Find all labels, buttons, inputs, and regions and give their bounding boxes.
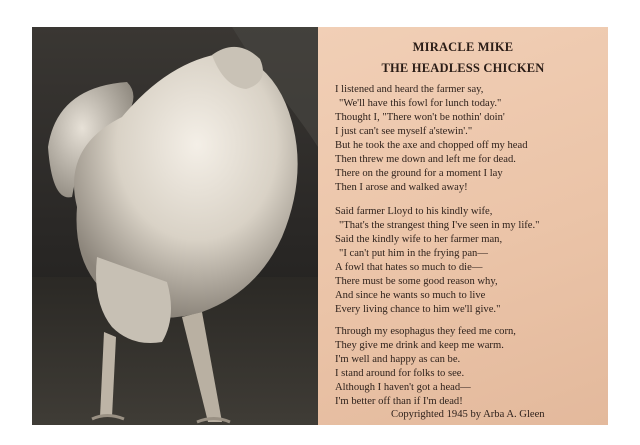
poem-line: There on the ground for a moment I lay xyxy=(335,168,503,179)
poem-line: Said farmer Lloyd to his kindly wife, xyxy=(335,206,493,217)
poem-line: "I can't put him in the frying pan— xyxy=(339,248,488,259)
poem-line: "We'll have this fowl for lunch today." xyxy=(339,98,502,109)
headless-chicken-image xyxy=(32,27,318,425)
poem-line: Although I haven't got a head— xyxy=(335,382,471,393)
poem-line: They give me drink and keep me warm. xyxy=(335,340,504,351)
poem-line: But he took the axe and chopped off my head xyxy=(335,140,528,151)
poem-line: Thought I, "There won't be nothin' doin' xyxy=(335,112,505,123)
poem-line: I listened and heard the farmer say, xyxy=(335,84,484,95)
poem-line: I stand around for folks to see. xyxy=(335,368,465,379)
poem-panel xyxy=(318,27,608,425)
poem-line: Through my esophagus they feed me corn, xyxy=(335,326,516,337)
poem-line: A fowl that hates so much to die— xyxy=(335,262,483,273)
poem-title: MIRACLE MIKE xyxy=(412,40,514,54)
copyright-notice: Copyrighted 1945 by Arba A. Gleen xyxy=(391,409,545,420)
poem-line: "That's the strangest thing I've seen in my life." xyxy=(339,220,540,231)
poem-line: There must be some good reason why, xyxy=(335,276,498,287)
poem-line: I'm better off than if I'm dead! xyxy=(335,396,463,407)
poem-line: Then I arose and walked away! xyxy=(335,182,468,193)
chicken-photo xyxy=(32,27,318,425)
poem-line: I just can't see myself a'stewin'." xyxy=(335,126,473,137)
poem-line: Every living chance to him we'll give." xyxy=(335,304,501,315)
poem-line: Then threw me down and left me for dead. xyxy=(335,154,516,165)
postcard xyxy=(32,27,608,425)
poem-line: And since he wants so much to live xyxy=(335,290,486,301)
poem-subtitle: THE HEADLESS CHICKEN xyxy=(381,61,545,75)
poem-line: I'm well and happy as can be. xyxy=(335,354,461,365)
poem-line: Said the kindly wife to her farmer man, xyxy=(335,234,503,245)
